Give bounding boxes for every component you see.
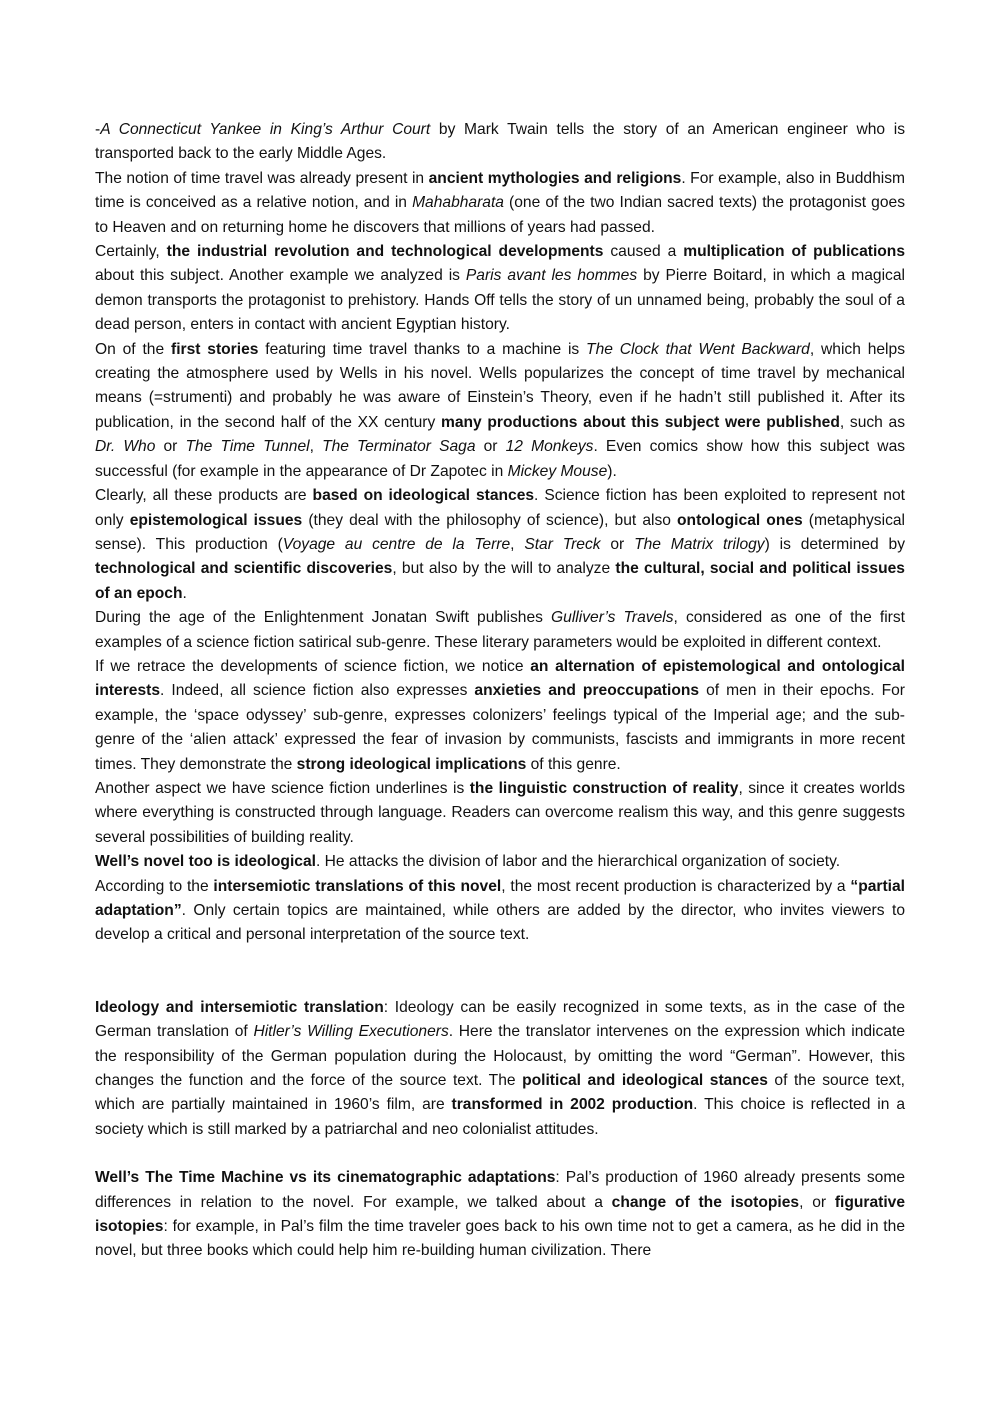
text-run: ,: [309, 438, 323, 456]
text-run: of the source text, which are partially maintained in 1960’s film, are: [95, 1072, 906, 1114]
text-run: by Mark Twain tells the story of an American engineer who is transported back to the early Middle Ages.: [95, 121, 905, 163]
text-run: of this genre.: [526, 755, 621, 773]
italic-title: Voyage au centre de la Terre: [282, 535, 511, 553]
text-run: According to the: [95, 877, 214, 895]
text-run: (metaphysical sense). This production (: [95, 511, 906, 553]
bold-text: change of the isotopies: [611, 1193, 800, 1211]
text-run: During the age of the Enlightenment Jonatan Swift publishes: [95, 609, 552, 627]
text-run: : Ideology can be easily recognized in some texts, as in the case of the German translation of: [95, 998, 905, 1041]
paragraph-enlightenment: [95, 606, 905, 655]
italic-title: Star Treck: [524, 535, 601, 553]
text-run: , such as: [839, 413, 905, 431]
text-run: , considered as one of the first examples of a science fiction satirical sub-genre. These literary parameters would be exploited in different context.: [95, 609, 905, 651]
paragraph-ancient-mythologies: [95, 167, 905, 240]
bold-text: many productions about this subject were published: [440, 413, 840, 431]
italic-title: Hitler’s Willing Executioners: [253, 1023, 449, 1041]
text-run: about this subject. Another example we analyzed is: [95, 267, 466, 285]
bold-text: Ideology and intersemiotic translation: [95, 998, 384, 1016]
text-run: , or: [799, 1193, 835, 1211]
italic-title: The Matrix trilogy: [634, 535, 765, 553]
text-run: . This choice is reflected in a society which is still marked by a patriarchal and neo colonialist attitudes.: [95, 1096, 905, 1138]
text-run: by Pierre Boitard, in which a magical demon transports the protagonist to prehistory. Hands Off tells the story of un unnamed being, probably the soul of a dead person, enters in contact with ancient Egyptian history.: [95, 267, 905, 334]
text-run: On of the: [95, 340, 171, 358]
bold-text: “partial adaptation”: [95, 877, 905, 919]
bold-text: ancient mythologies and religions: [428, 169, 682, 187]
text-run: , which helps creating the atmosphere used by Wells in his novel. Wells popularizes the concept of time travel by mechanical means (=strumenti) and probably he was aware of Einstein’s Theory, even if he hadn’t still published it. After its publication, in the second half of the XX century: [95, 340, 905, 431]
bold-text: transformed in 2002 production: [451, 1096, 694, 1114]
paragraph-wells-ideological: [95, 850, 905, 874]
bold-text: intersemiotic translations of this novel: [213, 877, 502, 895]
bold-text: figurative isotopies: [95, 1193, 906, 1236]
text-run: : for example, in Pal’s film the time traveler goes back to his own time not to get a camera, as he did in the novel, but three books which could help him re-building human civilization. There: [95, 1218, 905, 1260]
paragraph-industrial-revolution: [95, 240, 905, 338]
italic-title: Dr. Who: [95, 438, 156, 456]
text-run: . For example, also in Buddhism time is conceived as a relative notion, and in: [95, 169, 905, 212]
text-run: .: [182, 584, 187, 602]
italic-title: Mahabharata: [412, 194, 504, 212]
paragraph-linguistic-construction: [95, 777, 905, 850]
text-run: (one of the two Indian sacred texts) the protagonist goes to Heaven and on returning home he discovers that millions of years had passed.: [95, 194, 905, 236]
text-run: The notion of time travel was already present in: [95, 169, 429, 187]
text-run: (they deal with the philosophy of science), but also: [302, 511, 678, 529]
text-run: , since it creates worlds where everything is constructed through language. Readers can overcome realism this way, and this genre suggests several possibilities of building reality.: [95, 779, 905, 846]
text-run: , the most recent production is characterized by a: [501, 877, 851, 895]
text-run: or: [475, 438, 506, 456]
bold-text: ontological ones: [677, 511, 803, 529]
bold-text: an alternation of epistemological and ontological interests: [95, 657, 905, 700]
bold-text: multiplication of publications: [683, 243, 905, 261]
text-run: . Indeed, all science fiction also expresses: [160, 682, 475, 700]
bold-text: epistemological issues: [129, 511, 303, 529]
bold-text: based on ideological stances: [312, 487, 535, 505]
bold-text: political and ideological stances: [522, 1072, 768, 1090]
italic-title: 12 Monkeys: [505, 438, 594, 456]
paragraph-spacer: [95, 948, 905, 996]
bold-text: first stories: [171, 340, 259, 358]
paragraph-first-stories: [95, 338, 905, 484]
text-run: or: [600, 535, 635, 553]
text-run: or: [155, 438, 186, 456]
italic-title: A Connecticut Yankee in King’s Arthur Court: [100, 121, 431, 138]
text-run: : Pal’s production of 1960 already presents some differences in relation to the novel. For example, we talked about a: [95, 1169, 905, 1211]
text-run: caused a: [603, 243, 684, 261]
text-run: ).: [607, 462, 617, 480]
paragraph-connecticut-yankee: [95, 118, 905, 167]
italic-title: The Clock that Went Backward: [586, 340, 810, 358]
italic-title: Gulliver’s Travels: [551, 609, 674, 627]
text-run: ,: [510, 535, 525, 553]
bold-text: strong ideological implications: [296, 755, 527, 773]
text-run: . He attacks the division of labor and the hierarchical organization of society.: [315, 853, 841, 871]
italic-title: Paris avant les hommes: [465, 267, 638, 285]
paragraph-alternation: [95, 655, 905, 777]
text-run: ) is determined by: [764, 535, 905, 553]
text-run: Another aspect we have science fiction underlines is: [95, 779, 470, 797]
paragraph-ideology-intersemiotic: [95, 996, 905, 1142]
text-run: . Even comics show how this subject was successful (for example in the appearance of Dr Zapotec in: [95, 438, 906, 480]
paragraph-ideological-stances: [95, 484, 905, 606]
bold-text: anxieties and preoccupations: [474, 682, 700, 700]
bold-text: Well’s novel too is ideological: [95, 853, 316, 871]
text-run: Clearly, all these products are: [95, 487, 313, 505]
text-run: of men in their epochs. For example, the ‘space odyssey’ sub-genre, expresses colonizers’ feelings typical of the Imperial age; and the sub-genre of the ‘alien attack’ expressed the fear of invasion by communists, fascists and immigrants in more recent times. They demonstrate the: [95, 682, 905, 773]
text-run: . Here the translator intervenes on the expression which indicate the responsibility of the German population during the Holocaust, by omitting the word “German”. However, this changes the function and the force of the source text. The: [95, 1023, 905, 1090]
document-page: [95, 118, 905, 1264]
paragraph-spacer: [95, 1142, 905, 1166]
italic-title: Mickey Mouse: [507, 462, 608, 480]
bold-text: the cultural, social and political issues of an epoch: [95, 560, 905, 602]
text-run: Certainly,: [95, 243, 167, 261]
paragraph-intersemiotic-translations: [95, 875, 905, 948]
text-run: featuring time travel thanks to a machine is: [258, 340, 587, 358]
text-run: -: [95, 121, 101, 138]
bold-text: the industrial revolution and technological developments: [166, 243, 604, 261]
bold-text: technological and scientific discoveries: [95, 560, 393, 578]
text-run: . Science fiction has been exploited to represent not only: [95, 487, 905, 529]
text-run: , but also by the will to analyze: [392, 560, 616, 578]
bold-text: the linguistic construction of reality: [469, 779, 739, 797]
text-run: . Only certain topics are maintained, while others are added by the director, who invites viewers to develop a critical and personal interpretation of the source text.: [95, 902, 905, 944]
paragraph-time-machine-adaptations: [95, 1166, 905, 1264]
text-run: If we retrace the developments of science fiction, we notice: [95, 657, 531, 675]
italic-title: The Time Tunnel: [185, 438, 310, 456]
bold-text: Well’s The Time Machine vs its cinematographic adaptations: [95, 1169, 556, 1187]
italic-title: The Terminator Saga: [322, 438, 476, 456]
